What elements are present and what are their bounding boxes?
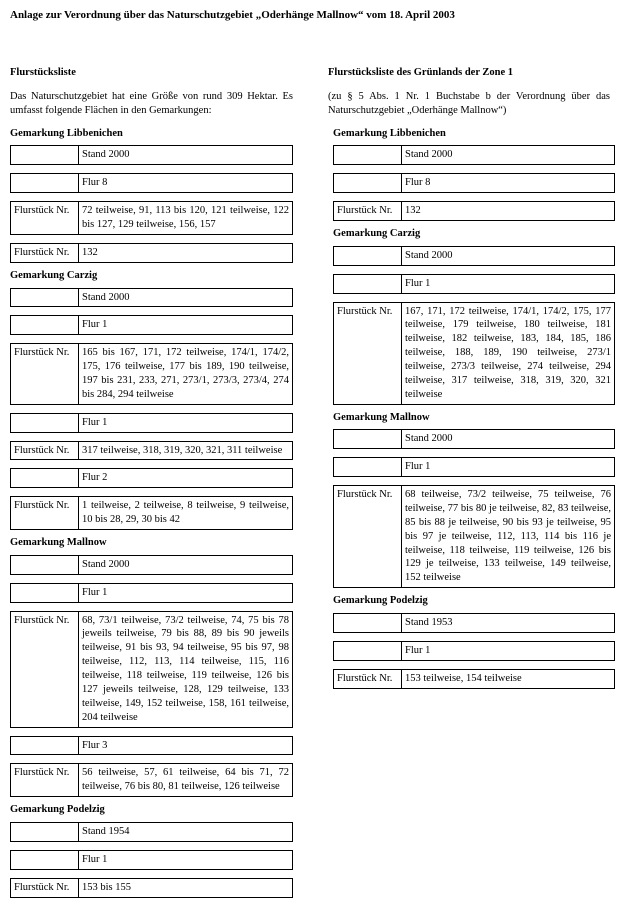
parcel-value-cell: 68, 73/1 teilweise, 73/2 teilweise, 74, 75 bis 78 jeweils teilweise, 79 bis 88, 89 bis 90 jeweils teilweise, 91 bis 93, 94 teilweise, 95 bis 97, 98 teilweise, 112, 113, 114 teilweise, 115, 116 teilweise, 118 teilweise, 119 teilweise, 126 bis 127 jeweils teilweise, 128, 129 teilweise, 133 teilweise, 149, 152 teilweise, 158, 161 teilweise, 204 teilweise bbox=[79, 611, 293, 727]
flur-cell: Flur 1 bbox=[79, 316, 293, 335]
right-column bbox=[328, 66, 610, 695]
flur-cell: Flur 1 bbox=[402, 274, 615, 293]
row-gap bbox=[11, 307, 293, 316]
parcel-table bbox=[333, 145, 615, 221]
empty-label-cell bbox=[334, 146, 402, 165]
right-sections bbox=[328, 127, 610, 689]
flur-cell: Flur 3 bbox=[79, 736, 293, 755]
parcel-table bbox=[10, 555, 293, 797]
flur-cell: Flur 8 bbox=[79, 174, 293, 193]
parcel-value-cell: 153 bis 155 bbox=[79, 878, 293, 897]
gap-cell bbox=[11, 602, 293, 611]
empty-label-cell bbox=[334, 174, 402, 193]
row-gap bbox=[11, 869, 293, 878]
empty-label-cell bbox=[334, 614, 402, 633]
gemarkung-heading: Gemarkung Mallnow bbox=[333, 411, 430, 423]
row-gap bbox=[11, 165, 293, 174]
empty-label-cell bbox=[11, 583, 79, 602]
parcel-table-body bbox=[334, 246, 615, 404]
parcel-label-cell: Flurstück Nr. bbox=[11, 878, 79, 897]
parcel-table-body bbox=[11, 555, 293, 796]
stand-cell: Stand 2000 bbox=[402, 146, 615, 165]
row-gap bbox=[11, 602, 293, 611]
empty-label-cell bbox=[334, 274, 402, 293]
row-gap bbox=[334, 265, 615, 274]
stand-row bbox=[11, 555, 293, 574]
row-gap bbox=[334, 165, 615, 174]
parcel-table bbox=[10, 145, 293, 262]
gap-cell bbox=[334, 632, 615, 641]
parcel-value-cell: 167, 171, 172 teilweise, 174/1, 174/2, 175, 177 teilweise, 179 teilweise, 180 teilweise, 181 teilweise, 182 teilweise, 183, 184, 185, 186 teilweise, 188, 189, 190 teilweise, 273/1 teilweise, 273/3 teilweise, 274 teilweise, 294 teilweise, 317 teilweise, 318, 319, 320, 321 teilweise bbox=[402, 302, 615, 404]
left-sections bbox=[10, 127, 293, 898]
parcel-value-cell: 132 bbox=[79, 243, 293, 262]
intro-paragraph: (zu § 5 Abs. 1 Nr. 1 Buchstabe b der Verordnung über das Naturschutzgebiet „Oderhänge Mallnow“) bbox=[328, 90, 610, 116]
stand-cell: Stand 2000 bbox=[402, 430, 615, 449]
stand-row bbox=[334, 430, 615, 449]
left-column bbox=[10, 66, 293, 904]
parcel-row bbox=[334, 202, 615, 221]
flur-row bbox=[334, 174, 615, 193]
parcel-row bbox=[11, 441, 293, 460]
gemarkung-heading: Gemarkung Mallnow bbox=[10, 537, 107, 549]
parcel-row bbox=[11, 344, 293, 404]
parcel-table bbox=[10, 288, 293, 530]
gap-cell bbox=[334, 477, 615, 486]
parcel-row bbox=[11, 764, 293, 797]
empty-label-cell bbox=[334, 458, 402, 477]
gap-cell bbox=[11, 869, 293, 878]
parcel-value-cell: 165 bis 167, 171, 172 teilweise, 174/1, 174/2, 175, 176 teilweise, 177 bis 189, 190 teilweise, 197 bis 231, 233, 271, 273/1, 273/3, 273/4, 274 bis 284, 294 teilweise bbox=[79, 344, 293, 404]
parcel-value-cell: 56 teilweise, 57, 61 teilweise, 64 bis 71, 72 teilweise, 76 bis 80, 81 teilweise, 126 teilweise bbox=[79, 764, 293, 797]
empty-label-cell bbox=[11, 413, 79, 432]
row-gap bbox=[11, 574, 293, 583]
right-column-title: Flurstücksliste des Grünlands der Zone 1 bbox=[328, 67, 514, 78]
flur-cell: Flur 1 bbox=[79, 850, 293, 869]
parcel-table bbox=[333, 613, 615, 689]
parcel-value-cell: 132 bbox=[402, 202, 615, 221]
parcel-table bbox=[333, 429, 615, 588]
row-gap bbox=[11, 234, 293, 243]
empty-label-cell bbox=[11, 850, 79, 869]
parcel-label-cell: Flurstück Nr. bbox=[11, 764, 79, 797]
gap-cell bbox=[334, 265, 615, 274]
flur-row bbox=[11, 736, 293, 755]
gap-cell bbox=[334, 165, 615, 174]
flur-cell: Flur 8 bbox=[402, 174, 615, 193]
parcel-value-cell: 72 teilweise, 91, 113 bis 120, 121 teilweise, 122 bis 127, 129 teilweise, 156, 157 bbox=[79, 202, 293, 235]
row-gap bbox=[11, 488, 293, 497]
parcel-label-cell: Flurstück Nr. bbox=[11, 611, 79, 727]
gap-cell bbox=[11, 841, 293, 850]
empty-label-cell bbox=[334, 641, 402, 660]
right-intro bbox=[328, 90, 610, 118]
gemarkung-heading: Gemarkung Podelzig bbox=[333, 595, 428, 607]
parcel-label-cell: Flurstück Nr. bbox=[334, 669, 402, 688]
gap-cell bbox=[11, 335, 293, 344]
flur-row bbox=[11, 174, 293, 193]
gemarkung-heading: Gemarkung Libbenichen bbox=[333, 127, 446, 139]
flur-row bbox=[11, 583, 293, 602]
flur-cell: Flur 1 bbox=[79, 583, 293, 602]
parcel-label-cell: Flurstück Nr. bbox=[334, 486, 402, 588]
gap-cell bbox=[11, 755, 293, 764]
row-gap bbox=[11, 755, 293, 764]
flur-row bbox=[334, 274, 615, 293]
row-gap bbox=[11, 432, 293, 441]
empty-label-cell bbox=[11, 316, 79, 335]
parcel-row bbox=[334, 302, 615, 404]
row-gap bbox=[334, 193, 615, 202]
gap-cell bbox=[11, 193, 293, 202]
stand-cell: Stand 2000 bbox=[79, 146, 293, 165]
parcel-row bbox=[334, 486, 615, 588]
gap-cell bbox=[334, 449, 615, 458]
row-gap bbox=[11, 727, 293, 736]
empty-label-cell bbox=[11, 555, 79, 574]
gap-cell bbox=[334, 293, 615, 302]
stand-row bbox=[334, 246, 615, 265]
parcel-table bbox=[333, 246, 615, 405]
stand-cell: Stand 2000 bbox=[79, 288, 293, 307]
parcel-row bbox=[11, 497, 293, 530]
gap-cell bbox=[11, 488, 293, 497]
parcel-table-body bbox=[11, 822, 293, 897]
parcel-row bbox=[11, 202, 293, 235]
gap-cell bbox=[334, 193, 615, 202]
flur-row bbox=[334, 458, 615, 477]
row-gap bbox=[11, 404, 293, 413]
left-column-title: Flurstücksliste bbox=[10, 67, 76, 78]
flur-cell: Flur 1 bbox=[402, 458, 615, 477]
gap-cell bbox=[334, 660, 615, 669]
left-intro bbox=[10, 90, 293, 118]
row-gap bbox=[334, 293, 615, 302]
parcel-row bbox=[11, 878, 293, 897]
row-gap bbox=[11, 460, 293, 469]
parcel-value-cell: 317 teilweise, 318, 319, 320, 321, 311 teilweise bbox=[79, 441, 293, 460]
parcel-label-cell: Flurstück Nr. bbox=[11, 202, 79, 235]
parcel-table-body bbox=[334, 430, 615, 588]
empty-label-cell bbox=[11, 469, 79, 488]
stand-row bbox=[11, 146, 293, 165]
parcel-table-body bbox=[11, 288, 293, 529]
empty-label-cell bbox=[334, 246, 402, 265]
flur-row bbox=[11, 850, 293, 869]
stand-cell: Stand 1953 bbox=[402, 614, 615, 633]
empty-label-cell bbox=[11, 288, 79, 307]
flur-row bbox=[11, 316, 293, 335]
row-gap bbox=[11, 841, 293, 850]
row-gap bbox=[11, 193, 293, 202]
empty-label-cell bbox=[11, 174, 79, 193]
stand-row bbox=[334, 614, 615, 633]
flur-row bbox=[334, 641, 615, 660]
stand-cell: Stand 2000 bbox=[79, 555, 293, 574]
parcel-table-body bbox=[334, 146, 615, 221]
row-gap bbox=[334, 660, 615, 669]
gap-cell bbox=[11, 432, 293, 441]
row-gap bbox=[334, 477, 615, 486]
parcel-row bbox=[334, 669, 615, 688]
flur-row bbox=[11, 413, 293, 432]
empty-label-cell bbox=[334, 430, 402, 449]
row-gap bbox=[334, 449, 615, 458]
gemarkung-heading: Gemarkung Carzig bbox=[10, 269, 98, 281]
stand-cell: Stand 2000 bbox=[402, 246, 615, 265]
parcel-row bbox=[11, 611, 293, 727]
parcel-value-cell: 153 teilweise, 154 teilweise bbox=[402, 669, 615, 688]
gap-cell bbox=[11, 404, 293, 413]
empty-label-cell bbox=[11, 146, 79, 165]
flur-row bbox=[11, 469, 293, 488]
parcel-label-cell: Flurstück Nr. bbox=[334, 302, 402, 404]
stand-row bbox=[11, 288, 293, 307]
parcel-table-body bbox=[334, 614, 615, 689]
parcel-label-cell: Flurstück Nr. bbox=[11, 441, 79, 460]
flur-cell: Flur 1 bbox=[402, 641, 615, 660]
stand-row bbox=[334, 146, 615, 165]
parcel-row bbox=[11, 243, 293, 262]
flur-cell: Flur 1 bbox=[79, 413, 293, 432]
parcel-label-cell: Flurstück Nr. bbox=[334, 202, 402, 221]
gap-cell bbox=[11, 234, 293, 243]
gap-cell bbox=[11, 307, 293, 316]
parcel-value-cell: 68 teilweise, 73/2 teilweise, 75 teilweise, 76 teilweise, 77 bis 80 je teilweise, 82, 83 teilweise, 85 bis 88 je teilweise, 90 bis 93 je teilweise, 95 bis 97 je teilweise, 112, 113, 114 bis 116 je teilweise, 118 teilweise, 119 teilweise, 126 bis 129 je teilweise, 133 teilweise, 149 teilweise, 152 teilweise bbox=[402, 486, 615, 588]
parcel-table bbox=[10, 822, 293, 898]
parcel-table-body bbox=[11, 146, 293, 262]
gemarkung-heading: Gemarkung Libbenichen bbox=[10, 127, 123, 139]
parcel-label-cell: Flurstück Nr. bbox=[11, 344, 79, 404]
gemarkung-heading: Gemarkung Carzig bbox=[333, 228, 421, 240]
document-header: Anlage zur Verordnung über das Naturschutzgebiet „Oderhänge Mallnow“ vom 18. April 2003 bbox=[10, 9, 455, 21]
gemarkung-heading: Gemarkung Podelzig bbox=[10, 804, 105, 816]
gap-cell bbox=[11, 460, 293, 469]
parcel-label-cell: Flurstück Nr. bbox=[11, 497, 79, 530]
flur-cell: Flur 2 bbox=[79, 469, 293, 488]
row-gap bbox=[11, 335, 293, 344]
row-gap bbox=[334, 632, 615, 641]
intro-paragraph: Das Naturschutzgebiet hat eine Größe von rund 309 Hektar. Es umfasst folgende Flächen in den Gemarkungen: bbox=[10, 90, 293, 116]
gap-cell bbox=[11, 165, 293, 174]
parcel-label-cell: Flurstück Nr. bbox=[11, 243, 79, 262]
parcel-value-cell: 1 teilweise, 2 teilweise, 8 teilweise, 9 teilweise, 10 bis 28, 29, 30 bis 42 bbox=[79, 497, 293, 530]
gap-cell bbox=[11, 727, 293, 736]
stand-cell: Stand 1954 bbox=[79, 822, 293, 841]
empty-label-cell bbox=[11, 736, 79, 755]
gap-cell bbox=[11, 574, 293, 583]
